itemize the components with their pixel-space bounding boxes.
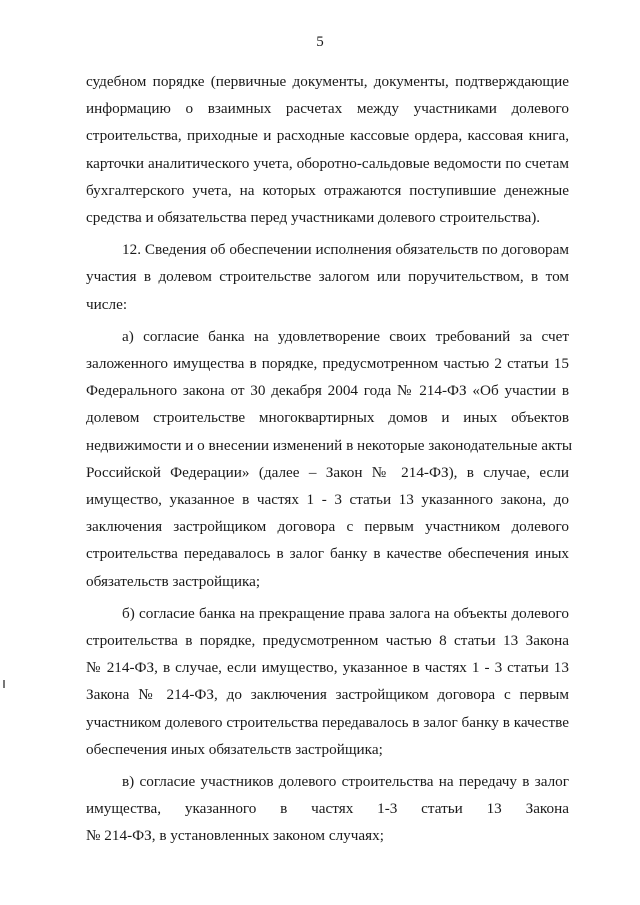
text-line: обязательств застройщика; [86, 572, 261, 590]
text-line: бухгалтерского учета, на которых отражаются поступившие денежные [86, 181, 569, 199]
text-line: № 214-ФЗ, в установленных законом случаях; [86, 827, 384, 845]
text-line: числе: [86, 295, 128, 313]
text-line: Российской Федерации» (далее – Закон № 214-ФЗ), в случае, если [86, 463, 569, 481]
scan-margin-mark [3, 680, 5, 688]
text-line: а) согласие банка на удовлетворение своих требований за счет [122, 327, 569, 345]
text-line: заложенного имущества в порядке, предусмотренном частью 2 статьи 15 [86, 355, 569, 373]
text-line: строительства передавалось в залог банку в качестве обеспечения иных [86, 545, 569, 563]
paragraph [86, 768, 569, 850]
text-line: долевом строительстве многоквартирных домов и иных объектов [86, 409, 569, 427]
text-line: участником долевого строительства передавалось в залог банку в качестве [86, 713, 569, 731]
document-body [86, 68, 573, 855]
text-line: № 214-ФЗ, в случае, если имущество, указанное в частях 1 - 3 статьи 13 [86, 659, 569, 677]
text-line: обеспечения иных обязательств застройщика; [86, 740, 383, 758]
text-line: имущества, указанного в частях 1-3 статьи 13 Закона [86, 800, 569, 818]
text-line: строительства в порядке, предусмотренном частью 8 статьи 13 Закона [86, 632, 569, 650]
page-number: 5 [316, 34, 324, 50]
text-line: 12. Сведения об обеспечении исполнения обязательств по договорам [122, 241, 569, 259]
text-line: средства и обязательства перед участниками долевого строительства). [86, 209, 541, 227]
text-line: информацию о взаимных расчетах между участниками долевого [86, 100, 569, 118]
paragraph [86, 236, 569, 318]
text-line: б) согласие банка на прекращение права залога на объекты долевого [122, 604, 569, 622]
text-line: участия в долевом строительстве залогом или поручительством, в том [86, 268, 569, 286]
text-line: карточки аналитического учета, оборотно-сальдовые ведомости по счетам [86, 154, 569, 172]
text-line: Федерального закона от 30 декабря 2004 года № 214-ФЗ «Об участии в [86, 382, 569, 400]
paragraph [86, 323, 573, 595]
text-line: судебном порядке (первичные документы, документы, подтверждающие [86, 73, 569, 90]
text-line: строительства, приходные и расходные кассовые ордера, кассовая книга, [86, 127, 569, 145]
paragraph [86, 68, 569, 231]
text-line: имущество, указанное в частях 1 - 3 статьи 13 указанного закона, до [86, 491, 569, 509]
text-line: Закона № 214-ФЗ, до заключения застройщиком договора с первым [86, 686, 569, 704]
text-line: в) согласие участников долевого строительства на передачу в залог [122, 773, 569, 791]
text-line: недвижимости и о внесении изменений в некоторые законодательные акты [86, 436, 573, 454]
paragraph [86, 600, 569, 763]
text-line: заключения застройщиком договора с первым участником долевого [86, 518, 569, 536]
